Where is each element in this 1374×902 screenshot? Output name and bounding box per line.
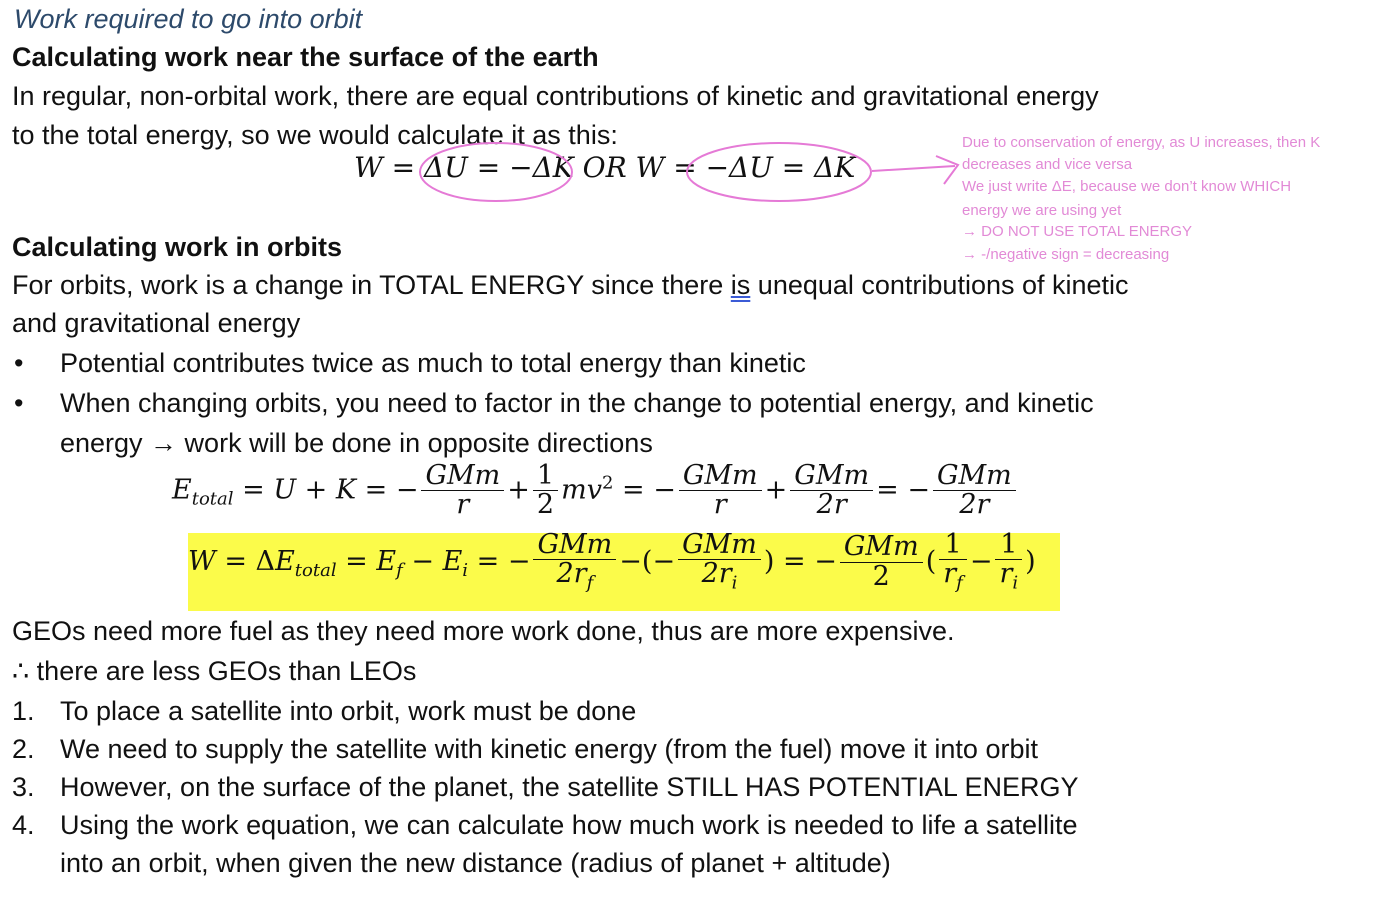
paragraph-line: and gravitational energy — [12, 308, 301, 338]
section-title-surface: Calculating work near the surface of the earth — [12, 42, 599, 72]
annotation-line: We just write ΔE, because we don’t know WHICH — [962, 178, 1292, 195]
conclusion-line: GEOs need more fuel as they need more work done, thus are more expensive. — [12, 616, 955, 646]
bullet-dot: • — [14, 348, 24, 378]
list-item-continued: into an orbit, when given the new distance (radius of planet + altitude) — [60, 848, 891, 878]
list-number: 2. — [12, 734, 35, 764]
total-energy-equation: $E_{total} = U + K$ = − $\frac{\text{GMm}}{r}$ + $\frac{1}{2}$ $mv^2$ = − $\frac{\text{GMm}}{r}$ + $\frac{\text{GMm}}{2r}$ = − $\frac{\text{GMm}}{2r}$ — [172, 462, 1019, 520]
list-item: Using the work equation, we can calculate how much work is needed to life a satellite — [60, 810, 1078, 840]
underlined-word: is — [730, 270, 751, 300]
bullet-dot: • — [14, 388, 24, 418]
bullet-item: Potential contributes twice as much to total energy than kinetic — [60, 348, 806, 378]
list-number: 1. — [12, 696, 35, 726]
annotation-line: energy we are using yet — [962, 202, 1122, 219]
list-item: To place a satellite into orbit, work must be done — [60, 696, 637, 726]
section-title-orbits: Calculating work in orbits — [12, 232, 343, 262]
annotation-line: decreases and vice versa — [962, 156, 1133, 173]
work-equation-surface: W = ΔU = −ΔK OR W = −ΔU = ΔK — [354, 151, 856, 184]
list-number: 3. — [12, 772, 35, 802]
annotation-line: → DO NOT USE TOTAL ENERGY — [962, 223, 1193, 240]
work-orbit-equation: $W = \Delta E_{total} = E_f - E_i$ = − $\frac{\text{GMm}}{2r_f}$ −(− $\frac{\text{GMm}}{2r_i}$ ) = − $\frac{\text{GMm}}{2}$ ( $\frac{1}{r_f}$ − $\frac{1}{r_i}$ ) — [188, 529, 1036, 594]
page-heading: Work required to go into orbit — [14, 4, 363, 34]
list-item: We need to supply the satellite with kinetic energy (from the fuel) move it into orbit — [60, 734, 1038, 764]
circle-mark-1 — [420, 143, 572, 201]
bullet-item-continued: energy → work will be done in opposite directions — [60, 428, 653, 458]
circle-mark-2 — [687, 143, 871, 201]
list-item: However, on the surface of the planet, the satellite STILL HAS POTENTIAL ENERGY — [60, 772, 1079, 802]
paragraph-line: In regular, non-orbital work, there are equal contributions of kinetic and gravitational energy — [12, 81, 1099, 111]
bullet-item: When changing orbits, you need to factor in the change to potential energy, and kinetic — [60, 388, 1094, 418]
list-number: 4. — [12, 810, 35, 840]
arrow-mark — [872, 156, 958, 184]
conclusion-line: ∴ there are less GEOs than LEOs — [12, 656, 417, 686]
paragraph-line: to the total energy, so we would calculate it as this: — [12, 120, 618, 150]
annotation-line: Due to conservation of energy, as U increases, then K — [962, 134, 1321, 151]
paragraph-line: For orbits, work is a change in TOTAL ENERGY since there is unequal contributions of kinetic — [12, 270, 1129, 300]
annotation-line: → -/negative sign = decreasing — [962, 246, 1170, 263]
